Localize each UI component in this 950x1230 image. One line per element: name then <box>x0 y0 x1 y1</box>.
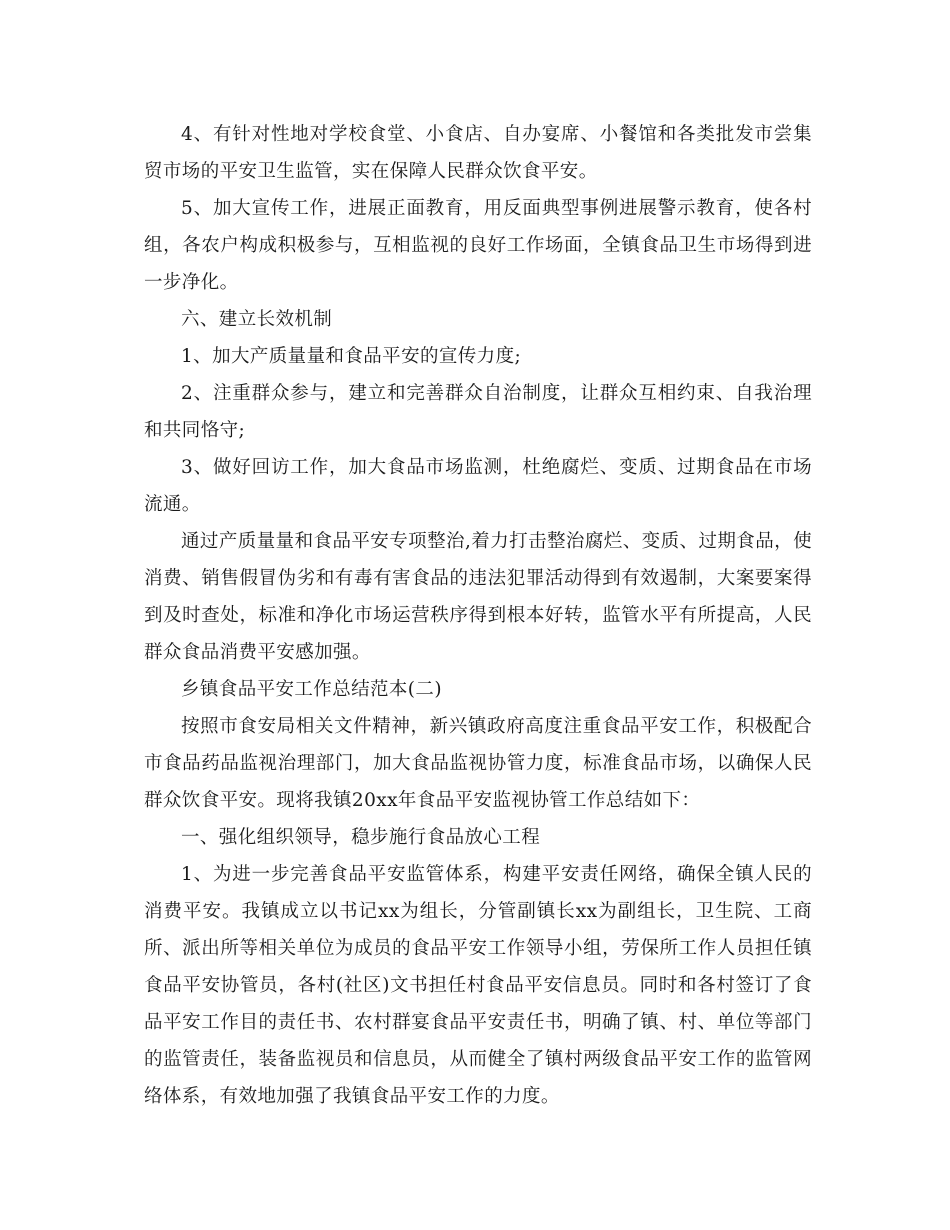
section-heading-6: 六、建立长效机制 <box>181 309 333 330</box>
paragraph-item-5: 5、加大宣传工作，进展正面教育，用反面典型事例进展警示教育，使各村组，各农户构成积极参与，互相监视的良好工作场面，全镇食品卫生市场得到进一步净化。 <box>144 198 812 293</box>
section-heading-1: 一、强化组织领导，稳步施行食品放心工程 <box>181 827 541 848</box>
document-body <box>144 116 812 1115</box>
document-subtitle: 乡镇食品平安工作总结范本(二) <box>181 679 442 700</box>
paragraph-mechanism-1: 1、加大产质量量和食品平安的宣传力度; <box>181 346 522 367</box>
paragraph-summary: 通过产质量量和食品平安专项整治,着力打击整治腐烂、变质、过期食品，使消费、销售假冒伪劣和有毒有害食品的违法犯罪活动得到有效遏制，大案要案得到及时查处，标准和净化市场运营秩序得到根本好转，监管水平有所提高，人民群众食品消费平安感加强。 <box>144 531 812 663</box>
paragraph-intro: 按照市食安局相关文件精神，新兴镇政府高度注重食品平安工作，积极配合市食品药品监视治理部门，加大食品监视协管力度，标准食品市场，以确保人民群众饮食平安。现将我镇20xx年食品平安监视协管工作总结如下： <box>144 716 812 811</box>
paragraph-mechanism-2: 2、注重群众参与，建立和完善群众自治制度，让群众互相约束、自我治理和共同恪守; <box>144 383 812 441</box>
paragraph-mechanism-3: 3、做好回访工作，加大食品市场监测，杜绝腐烂、变质、过期食品在市场流通。 <box>144 457 812 515</box>
paragraph-item-4: 4、有针对性地对学校食堂、小食店、自办宴席、小餐馆和各类批发市尝集贸市场的平安卫生监管，实在保障人民群众饮食平安。 <box>144 124 812 182</box>
paragraph-organization: 1、为进一步完善食品平安监管体系，构建平安责任网络，确保全镇人民的消费平安。我镇成立以书记xx为组长，分管副镇长xx为副组长，卫生院、工商所、派出所等相关单位为成员的食品平安工作领导小组，劳保所工作人员担任镇食品平安协管员，各村(社区)文书担任村食品平安信息员。同时和各村签订了食品平安工作目的责任书、农村群宴食品平安责任书，明确了镇、村、单位等部门的监管责任，装备监视员和信息员，从而健全了镇村两级食品平安工作的监管网络体系，有效地加强了我镇食品平安工作的力度。 <box>144 864 812 1107</box>
